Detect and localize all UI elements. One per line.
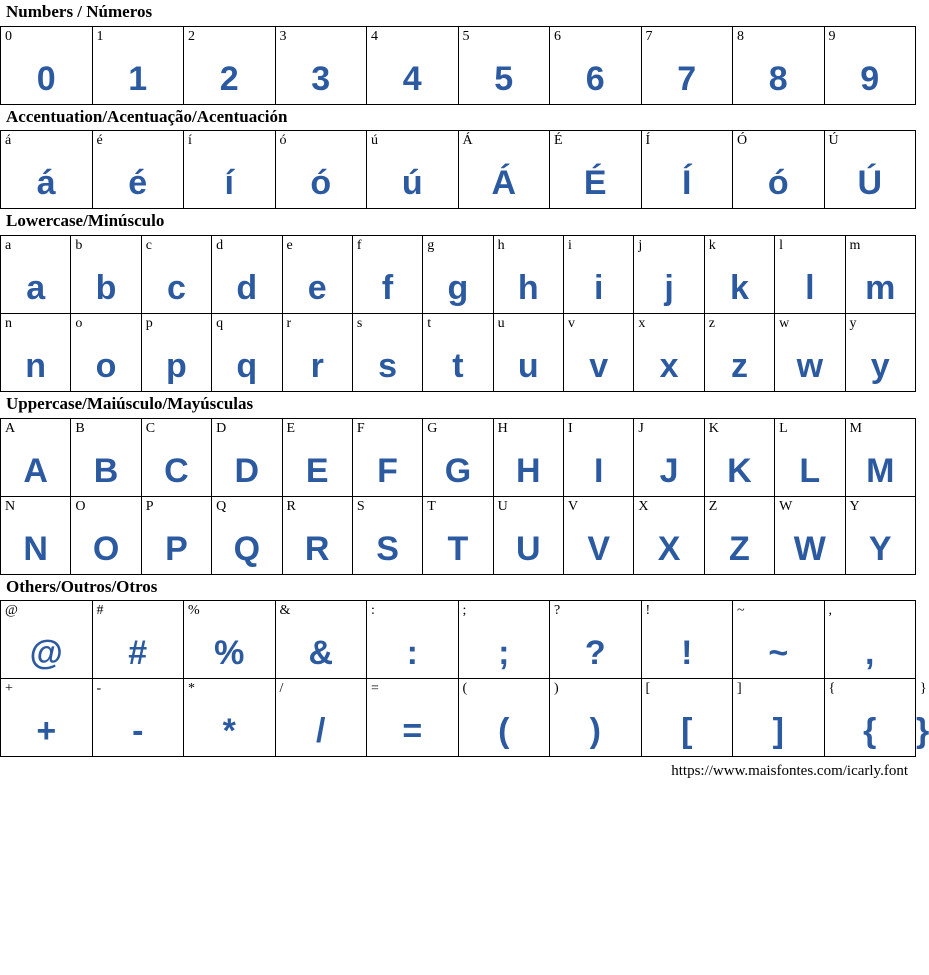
glyph-cell[interactable] — [352, 418, 422, 496]
glyph-cell[interactable] — [141, 496, 211, 574]
glyph-cell-label: v — [568, 316, 575, 332]
glyph-cell-label: ~ — [737, 603, 745, 619]
glyph-cell-label: } — [920, 681, 927, 697]
glyph-cell[interactable] — [775, 418, 845, 496]
glyph-cell-label: X — [638, 498, 649, 514]
glyph-cell[interactable] — [493, 496, 563, 574]
glyph-cell-label: É — [554, 133, 563, 149]
glyph-row — [1, 236, 916, 314]
glyph-cell-sample: T — [447, 529, 469, 568]
glyph-cell[interactable] — [733, 131, 825, 209]
glyph-cell[interactable] — [275, 679, 367, 757]
glyph-cell-label: , — [828, 603, 832, 619]
glyph-cell[interactable] — [71, 418, 141, 496]
glyph-cell-label: F — [356, 420, 365, 436]
glyph-cell-sample: u — [517, 347, 539, 386]
glyph-cell[interactable] — [634, 496, 704, 574]
glyph-cell-label: q — [216, 316, 224, 332]
glyph-cell-sample: l — [805, 269, 815, 308]
glyph-cell[interactable] — [641, 679, 733, 757]
glyph-cell-label: g — [427, 238, 435, 254]
glyph-cell[interactable] — [845, 496, 916, 574]
glyph-cell-sample: Ú — [857, 164, 883, 203]
glyph-cell-sample: [ — [681, 712, 693, 751]
glyph-cell-label: á — [5, 133, 12, 149]
glyph-cell[interactable] — [550, 601, 642, 679]
glyph-cell[interactable] — [458, 601, 550, 679]
glyph-cell-sample: ] — [772, 712, 784, 751]
glyph-cell-label: 8 — [737, 28, 744, 44]
glyph-cell-sample: k — [729, 269, 749, 308]
glyph-cell[interactable] — [458, 679, 550, 757]
glyph-cell-label: d — [216, 238, 224, 254]
glyph-cell[interactable] — [824, 601, 916, 679]
glyph-cell-sample: é — [128, 164, 148, 203]
glyph-cell-sample: ; — [498, 634, 510, 673]
glyph-cell-sample: = — [402, 712, 423, 751]
glyph-cell-sample: z — [730, 347, 748, 386]
glyph-cell-label: a — [5, 238, 12, 254]
glyph-cell-label: h — [497, 238, 505, 254]
glyph-cell-label: p — [145, 316, 153, 332]
glyph-cell[interactable] — [275, 26, 367, 104]
glyph-cell-label: T — [427, 498, 436, 514]
glyph-cell-sample: y — [870, 347, 890, 386]
glyph-cell-label: { — [828, 681, 836, 697]
glyph-cell-sample: 3 — [311, 59, 331, 98]
glyph-cell[interactable] — [423, 496, 493, 574]
glyph-cell-label: y — [849, 316, 857, 332]
glyph-cell-sample: % — [214, 634, 245, 673]
glyph-row — [1, 496, 916, 574]
glyph-cell[interactable] — [212, 418, 282, 496]
glyph-cell-label: H — [497, 420, 508, 436]
glyph-cell-label: f — [356, 238, 362, 254]
glyph-cell-label: e — [286, 238, 293, 254]
glyph-cell-label: A — [5, 420, 16, 436]
glyph-table-others — [0, 600, 929, 757]
glyph-cell[interactable] — [775, 314, 845, 392]
glyph-cell-label: 9 — [828, 28, 836, 44]
glyph-cell-sample: Y — [868, 529, 892, 568]
glyph-cell[interactable] — [493, 418, 563, 496]
glyph-cell-sample: x — [659, 347, 679, 386]
glyph-cell[interactable] — [733, 679, 825, 757]
glyph-cell-sample: G — [444, 451, 472, 490]
glyph-cell-label: I — [568, 420, 573, 436]
glyph-cell[interactable] — [634, 314, 704, 392]
glyph-cell-label: P — [145, 498, 154, 514]
glyph-cell-label: Y — [849, 498, 860, 514]
glyph-cell[interactable] — [352, 496, 422, 574]
glyph-cell-sample: * — [222, 712, 236, 751]
glyph-cell-sample: w — [796, 347, 824, 386]
glyph-cell[interactable] — [845, 314, 916, 392]
glyph-cell-sample: V — [587, 529, 611, 568]
glyph-cell[interactable] — [1, 26, 93, 104]
glyph-cell[interactable] — [733, 26, 825, 104]
glyph-cell-sample: ? — [584, 634, 606, 673]
glyph-cell-sample: U — [516, 529, 541, 568]
glyph-cell-label: Q — [216, 498, 227, 514]
glyph-cell-label: - — [96, 681, 102, 697]
glyph-cell-label: D — [216, 420, 227, 436]
glyph-cell-sample: d — [236, 269, 258, 308]
glyph-cell[interactable] — [71, 236, 141, 314]
glyph-cell[interactable] — [275, 601, 367, 679]
glyph-cell-label: 6 — [554, 28, 561, 44]
glyph-cell-label: w — [779, 316, 790, 332]
glyph-cell-sample: f — [381, 269, 394, 308]
glyph-cell-sample: - — [132, 712, 144, 751]
glyph-cell[interactable] — [92, 131, 184, 209]
glyph-table-accentuation — [0, 130, 916, 209]
glyph-cell[interactable] — [845, 236, 916, 314]
glyph-cell-label: 0 — [5, 28, 12, 44]
glyph-cell-label: i — [568, 238, 572, 254]
glyph-cell-label: O — [75, 498, 86, 514]
glyph-cell[interactable] — [423, 418, 493, 496]
glyph-cell-sample: 1 — [128, 59, 148, 98]
glyph-cell[interactable] — [775, 236, 845, 314]
glyph-cell[interactable] — [550, 679, 642, 757]
source-url[interactable]: https://www.maisfontes.com/icarly.font — [671, 763, 908, 780]
glyph-cell-sample: @ — [29, 634, 63, 673]
glyph-cell-sample: K — [727, 451, 752, 490]
glyph-cell[interactable] — [634, 418, 704, 496]
glyph-cell-label: [ — [645, 681, 651, 697]
glyph-cell-label: ; — [462, 603, 467, 619]
glyph-cell-sample: I — [593, 451, 604, 490]
glyph-cell-label: Z — [708, 498, 718, 514]
glyph-cell-sample: o — [95, 347, 117, 386]
glyph-cell-label: / — [279, 681, 284, 697]
glyph-row — [1, 418, 916, 496]
glyph-cell-label: 4 — [371, 28, 378, 44]
glyph-cell-label: E — [286, 420, 296, 436]
glyph-cell[interactable] — [92, 26, 184, 104]
glyph-cell[interactable] — [275, 131, 367, 209]
glyph-cell-sample: í — [224, 164, 234, 203]
section-title-lowercase: Lowercase/Minúsculo — [6, 211, 165, 231]
glyph-cell-sample: r — [310, 347, 324, 386]
glyph-cell-sample: 7 — [677, 59, 697, 98]
glyph-cell-sample: P — [165, 529, 188, 568]
glyph-cell[interactable] — [141, 418, 211, 496]
glyph-cell[interactable] — [282, 418, 352, 496]
glyph-cell-sample: b — [95, 269, 117, 308]
glyph-cell-label: N — [5, 498, 16, 514]
glyph-cell-sample: / — [316, 712, 326, 751]
glyph-cell-label: C — [145, 420, 156, 436]
glyph-cell-sample: e — [307, 269, 327, 308]
glyph-cell-sample: 2 — [219, 59, 239, 98]
glyph-cell-sample: ( — [498, 712, 510, 751]
glyph-cell[interactable] — [1, 496, 71, 574]
glyph-cell-label: Á — [462, 133, 473, 149]
glyph-cell[interactable] — [634, 236, 704, 314]
glyph-cell-label: B — [75, 420, 85, 436]
glyph-table-numbers — [0, 26, 916, 105]
section-title-accentuation: Accentuation/Acentuação/Acentuación — [6, 106, 288, 126]
section-title-numbers: Numbers / Números — [6, 2, 153, 21]
glyph-cell-label: % — [188, 603, 200, 619]
glyph-cell-sample: D — [234, 451, 260, 490]
glyph-cell-label: ! — [645, 603, 651, 619]
glyph-cell[interactable] — [845, 418, 916, 496]
glyph-cell[interactable] — [564, 314, 634, 392]
glyph-cell-sample: Í — [682, 164, 692, 203]
glyph-cell-sample: p — [166, 347, 187, 386]
glyph-cell-label: Ó — [737, 133, 748, 149]
glyph-cell[interactable] — [141, 314, 211, 392]
glyph-cell-label: K — [708, 420, 719, 436]
glyph-row: + + - - * * / / = = ( ( ) ) [ [ ] ] { { } } — [1, 679, 916, 757]
glyph-cell-label: @ — [5, 603, 18, 619]
glyph-cell-label: j — [638, 238, 643, 254]
glyph-cell-label: o — [75, 316, 83, 332]
glyph-cell-label: s — [356, 316, 363, 332]
glyph-cell-label: z — [708, 316, 715, 332]
glyph-cell[interactable] — [733, 601, 825, 679]
glyph-cell-sample: É — [583, 164, 607, 203]
glyph-cell-label: W — [779, 498, 793, 514]
glyph-cell-label: # — [96, 603, 104, 619]
glyph-cell-label: R — [286, 498, 296, 514]
glyph-cell-sample: B — [93, 451, 119, 490]
glyph-cell-sample: g — [447, 269, 469, 308]
glyph-cell-sample: { — [863, 712, 877, 751]
glyph-cell[interactable] — [212, 496, 282, 574]
glyph-cell-label: U — [497, 498, 508, 514]
glyph-cell[interactable] — [550, 26, 642, 104]
glyph-cell-sample: ) — [589, 712, 601, 751]
glyph-cell-label: m — [849, 238, 861, 254]
glyph-cell-sample: Q — [233, 529, 261, 568]
glyph-cell[interactable] — [704, 314, 774, 392]
glyph-cell-label: ] — [737, 681, 742, 697]
glyph-cell-sample: ó — [767, 164, 789, 203]
glyph-cell[interactable] — [212, 236, 282, 314]
glyph-cell[interactable] — [184, 601, 276, 679]
glyph-cell[interactable] — [550, 131, 642, 209]
glyph-cell-label: l — [779, 238, 784, 254]
glyph-cell-label: b — [75, 238, 83, 254]
glyph-cell-sample: 6 — [585, 59, 605, 98]
glyph-cell-label: 7 — [645, 28, 653, 44]
glyph-cell-sample: 8 — [768, 59, 788, 98]
glyph-cell-label: M — [849, 420, 862, 436]
glyph-cell[interactable] — [184, 26, 276, 104]
glyph-cell-sample: X — [657, 529, 681, 568]
glyph-cell-label: G — [427, 420, 438, 436]
glyph-cell-sample: & — [308, 634, 334, 673]
glyph-cell-label: S — [356, 498, 365, 514]
glyph-cell[interactable] — [282, 236, 352, 314]
glyph-cell-sample: á — [36, 164, 56, 203]
glyph-cell[interactable] — [71, 314, 141, 392]
glyph-cell[interactable] — [367, 131, 459, 209]
glyph-cell-label: * — [188, 681, 195, 697]
glyph-cell-sample: M — [866, 451, 895, 490]
glyph-cell[interactable] — [141, 236, 211, 314]
glyph-cell-label: L — [779, 420, 788, 436]
glyph-cell-label: & — [279, 603, 291, 619]
glyph-cell-sample: , — [865, 634, 875, 673]
glyph-cell-sample: v — [589, 347, 609, 386]
glyph-row — [1, 26, 916, 104]
glyph-cell-sample: + — [36, 712, 57, 751]
glyph-cell-sample: m — [865, 269, 896, 308]
glyph-cell-label: r — [286, 316, 292, 332]
glyph-cell[interactable] — [423, 236, 493, 314]
glyph-cell[interactable] — [1, 131, 93, 209]
glyph-cell-sample: E — [305, 451, 329, 490]
glyph-table-lowercase — [0, 235, 916, 392]
glyph-cell-sample: J — [659, 451, 679, 490]
glyph-table-uppercase — [0, 418, 916, 575]
glyph-cell-sample: ! — [681, 634, 693, 673]
glyph-cell-label: : — [371, 603, 375, 619]
glyph-cell[interactable] — [564, 236, 634, 314]
glyph-cell[interactable] — [1, 314, 71, 392]
glyph-cell[interactable] — [352, 314, 422, 392]
glyph-cell-sample: ~ — [768, 634, 789, 673]
glyph-cell-label: ú — [371, 133, 378, 149]
glyph-cell-label: ( — [462, 681, 468, 697]
glyph-cell-label: ó — [279, 133, 287, 149]
glyph-row — [1, 131, 916, 209]
glyph-cell[interactable] — [704, 496, 774, 574]
glyph-cell-label: é — [96, 133, 103, 149]
glyph-cell-label: V — [568, 498, 579, 514]
glyph-cell-sample: : — [406, 634, 418, 673]
glyph-cell-sample: ú — [401, 164, 423, 203]
glyph-cell[interactable] — [367, 601, 459, 679]
glyph-cell-sample: s — [378, 347, 398, 386]
glyph-cell[interactable] — [564, 418, 634, 496]
glyph-cell[interactable] — [423, 314, 493, 392]
section-title-uppercase: Uppercase/Maiúsculo/Mayúsculas — [6, 394, 254, 414]
glyph-cell-sample: N — [23, 529, 48, 568]
glyph-cell-label: k — [708, 238, 716, 254]
glyph-cell[interactable] — [458, 131, 550, 209]
glyph-cell-sample: H — [516, 451, 541, 490]
glyph-cell-label: + — [5, 681, 13, 697]
glyph-cell-sample: Á — [491, 164, 517, 203]
glyph-cell[interactable] — [641, 131, 733, 209]
glyph-cell-label: Ú — [828, 133, 839, 149]
glyph-cell[interactable] — [184, 679, 276, 757]
glyph-cell[interactable] — [1, 236, 71, 314]
section-title-others: Others/Outros/Otros — [6, 576, 158, 596]
glyph-cell-label: 2 — [188, 28, 195, 44]
glyph-cell[interactable] — [641, 26, 733, 104]
glyph-cell-sample: 4 — [402, 59, 422, 98]
glyph-cell-sample: i — [593, 269, 604, 308]
glyph-cell[interactable] — [641, 601, 733, 679]
glyph-cell-label: n — [5, 316, 12, 332]
glyph-cell-label: 3 — [279, 28, 287, 44]
glyph-cell-sample: C — [164, 451, 189, 490]
glyph-cell-sample: 5 — [494, 59, 514, 98]
glyph-cell-sample: q — [236, 347, 258, 386]
glyph-cell[interactable] — [367, 679, 459, 757]
glyph-cell-label: Í — [645, 133, 651, 149]
glyph-cell[interactable] — [92, 679, 184, 757]
glyph-cell-sample: a — [26, 269, 46, 308]
glyph-cell-sample: c — [166, 269, 186, 308]
glyph-cell[interactable] — [1, 679, 93, 757]
glyph-cell[interactable] — [282, 314, 352, 392]
glyph-cell[interactable] — [1, 601, 93, 679]
glyph-cell-sample: A — [23, 451, 48, 490]
glyph-cell[interactable] — [704, 236, 774, 314]
glyph-cell-sample: ó — [310, 164, 332, 203]
glyph-cell-sample: n — [25, 347, 47, 386]
glyph-cell-sample: # — [128, 634, 148, 673]
glyph-cell-sample: h — [517, 269, 539, 308]
glyph-row — [1, 314, 916, 392]
glyph-cell-sample: O — [92, 529, 120, 568]
glyph-row — [1, 601, 916, 679]
glyph-cell[interactable] — [493, 314, 563, 392]
glyph-cell-sample: t — [452, 347, 464, 386]
glyph-cell[interactable] — [704, 418, 774, 496]
glyph-cell-label: J — [638, 420, 644, 436]
glyph-cell[interactable] — [71, 496, 141, 574]
glyph-cell[interactable] — [92, 601, 184, 679]
glyph-cell-label: t — [427, 316, 432, 332]
glyph-cell[interactable] — [775, 496, 845, 574]
glyph-cell-label: x — [638, 316, 646, 332]
glyph-cell[interactable] — [824, 26, 916, 104]
glyph-cell[interactable] — [564, 496, 634, 574]
glyph-cell-label: 1 — [96, 28, 104, 44]
glyph-cell[interactable] — [458, 26, 550, 104]
glyph-cell[interactable] — [367, 26, 459, 104]
glyph-cell-label: c — [145, 238, 152, 254]
glyph-cell[interactable] — [212, 314, 282, 392]
glyph-cell-label: u — [497, 316, 505, 332]
glyph-cell-sample: S — [376, 529, 399, 568]
glyph-cell[interactable] — [824, 679, 916, 757]
glyph-cell[interactable] — [493, 236, 563, 314]
glyph-cell-sample: L — [799, 451, 821, 490]
glyph-cell-sample: 9 — [860, 59, 880, 98]
glyph-cell-label: ) — [554, 681, 559, 697]
glyph-cell[interactable] — [184, 131, 276, 209]
glyph-cell-label: ? — [554, 603, 561, 619]
glyph-cell[interactable] — [282, 496, 352, 574]
glyph-cell[interactable] — [1, 418, 71, 496]
glyph-cell-sample: j — [664, 269, 674, 308]
glyph-cell-label: 5 — [462, 28, 470, 44]
glyph-cell-label: í — [188, 133, 192, 149]
glyph-cell-sample: 0 — [36, 59, 56, 98]
glyph-cell[interactable] — [352, 236, 422, 314]
glyph-cell-sample: R — [304, 529, 330, 568]
glyph-cell-sample: F — [377, 451, 398, 490]
glyph-cell-label: = — [371, 681, 379, 697]
glyph-cell-sample: Z — [729, 529, 750, 568]
glyph-cell-sample: W — [793, 529, 826, 568]
glyph-cell[interactable] — [824, 131, 916, 209]
